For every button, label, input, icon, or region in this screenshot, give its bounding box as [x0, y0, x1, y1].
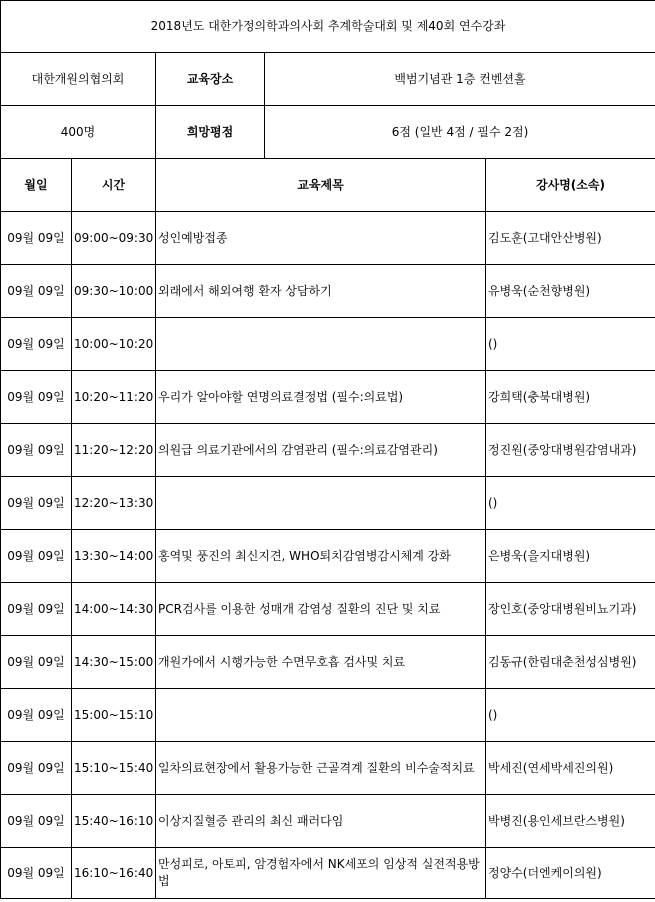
table-row — [1, 742, 655, 795]
row-lecturer: () — [486, 477, 655, 530]
header-row — [1, 159, 655, 212]
row-subject: 성인예방접종 — [156, 212, 486, 265]
row-subject: 만성피로, 아토피, 암경험자에서 NK세포의 임상적 실전적용방법 — [156, 848, 486, 899]
table-row — [1, 477, 655, 530]
row-time: 15:10~15:40 — [72, 742, 156, 795]
points-label: 희망평점 — [156, 106, 265, 159]
row-date: 09월 09일 — [1, 530, 72, 583]
row-subject: 일차의료현장에서 활용가능한 근골격계 질환의 비수술적치료 — [156, 742, 486, 795]
row-date: 09월 09일 — [1, 212, 72, 265]
row-time: 09:00~09:30 — [72, 212, 156, 265]
row-date: 09월 09일 — [1, 689, 72, 742]
row-subject — [156, 318, 486, 371]
table-row — [1, 530, 655, 583]
row-time: 14:00~14:30 — [72, 583, 156, 636]
table-row — [1, 583, 655, 636]
row-lecturer: () — [486, 318, 655, 371]
row-subject: 개원가에서 시행가능한 수면무호흡 검사및 치료 — [156, 636, 486, 689]
table-row — [1, 265, 655, 318]
table-row — [1, 371, 655, 424]
table-row — [1, 636, 655, 689]
row-subject: 외래에서 해외여행 환자 상담하기 — [156, 265, 486, 318]
row-lecturer: 정양수(더엔케이의원) — [486, 848, 655, 899]
row-lecturer: 강희택(충북대병원) — [486, 371, 655, 424]
row-time: 14:30~15:00 — [72, 636, 156, 689]
table-row — [1, 795, 655, 848]
row-date: 09월 09일 — [1, 477, 72, 530]
organizer: 대한개원의협의회 — [1, 53, 156, 106]
row-subject — [156, 689, 486, 742]
row-date: 09월 09일 — [1, 848, 72, 899]
row-time: 16:10~16:40 — [72, 848, 156, 899]
row-subject: PCR검사를 이용한 성매개 감염성 질환의 진단 및 치료 — [156, 583, 486, 636]
row-time: 10:00~10:20 — [72, 318, 156, 371]
row-lecturer: 김동규(한림대춘천성심병원) — [486, 636, 655, 689]
points-value: 6점 (일반 4점 / 필수 2점) — [265, 106, 655, 159]
table-row — [1, 318, 655, 371]
table-row — [1, 689, 655, 742]
header-subject: 교육제목 — [156, 159, 486, 212]
row-date: 09월 09일 — [1, 742, 72, 795]
row-time: 12:20~13:30 — [72, 477, 156, 530]
row-time: 15:40~16:10 — [72, 795, 156, 848]
row-subject: 의원급 의료기관에서의 감염관리 (필수:의료감염관리) — [156, 424, 486, 477]
location-label: 교육장소 — [156, 53, 265, 106]
row-lecturer: 김도훈(고대안산병원) — [486, 212, 655, 265]
info-row-location — [1, 53, 655, 106]
header-lecturer: 강사명(소속) — [486, 159, 655, 212]
row-lecturer: 은병욱(을지대병원) — [486, 530, 655, 583]
row-time: 10:20~11:20 — [72, 371, 156, 424]
row-date: 09월 09일 — [1, 371, 72, 424]
row-subject — [156, 477, 486, 530]
row-subject: 이상지질혈증 관리의 최신 패러다임 — [156, 795, 486, 848]
row-time: 11:20~12:20 — [72, 424, 156, 477]
info-row-points — [1, 106, 655, 159]
row-lecturer: 박세진(연세박세진의원) — [486, 742, 655, 795]
row-time: 09:30~10:00 — [72, 265, 156, 318]
location-value: 백범기념관 1층 컨벤션홀 — [265, 53, 655, 106]
row-lecturer: 유병욱(순천향병원) — [486, 265, 655, 318]
row-date: 09월 09일 — [1, 795, 72, 848]
row-date: 09월 09일 — [1, 318, 72, 371]
row-lecturer: 박병진(용인세브란스병원) — [486, 795, 655, 848]
row-lecturer: 장인호(중앙대병원비뇨기과) — [486, 583, 655, 636]
table-row — [1, 848, 655, 899]
row-time: 15:00~15:10 — [72, 689, 156, 742]
row-lecturer: 정진원(중앙대병원감염내과) — [486, 424, 655, 477]
page-title: 2018년도 대한가정의학과의사회 추계학술대회 및 제40회 연수강좌 — [1, 1, 655, 53]
table-row — [1, 424, 655, 477]
row-date: 09월 09일 — [1, 583, 72, 636]
capacity: 400명 — [1, 106, 156, 159]
row-time: 13:30~14:00 — [72, 530, 156, 583]
row-date: 09월 09일 — [1, 265, 72, 318]
title-row — [1, 1, 655, 53]
row-date: 09월 09일 — [1, 636, 72, 689]
row-subject: 홍역및 풍진의 최신지견, WHO퇴치감염병감시체계 강화 — [156, 530, 486, 583]
table-row — [1, 212, 655, 265]
header-time: 시간 — [72, 159, 156, 212]
row-date: 09월 09일 — [1, 424, 72, 477]
header-date: 월일 — [1, 159, 72, 212]
row-lecturer: () — [486, 689, 655, 742]
row-subject: 우리가 알아야할 연명의료결정법 (필수:의료법) — [156, 371, 486, 424]
